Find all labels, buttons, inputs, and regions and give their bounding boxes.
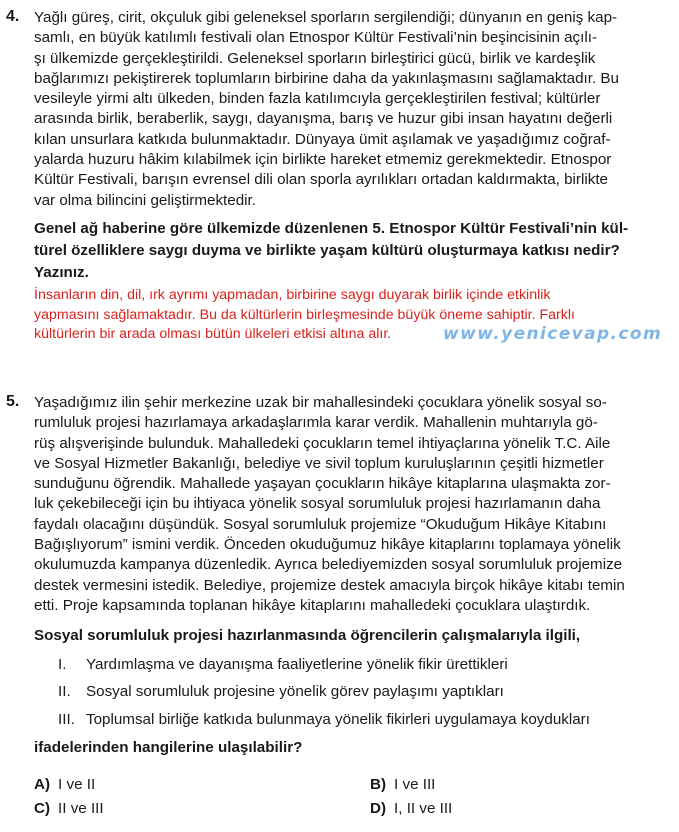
question-4-passage: [34, 8, 670, 211]
passage-line: yalarda huzuru hâkim kılabilmek için birlikte hareket etmemiz gerekmektedir. Etnospor: [34, 151, 612, 169]
watermark-logo: www.yenicevap.com: [443, 324, 663, 344]
passage-line: Kültür Festivali, barışın evrensel dili olan sporla ayrılıkları ortadan kaldırmakta, birlikte: [34, 171, 608, 189]
passage-line: ve Sosyal Hizmetler Bakanlığı, belediye ve sivil toplum kuruluşlarının çeşitli hizmetler: [34, 454, 604, 472]
passage-line: luk çekebileceği için bu ihtiyaca yönelik sosyal sorumluluk projesi hazırlamanın daha: [34, 495, 601, 513]
question-5-number: 5.: [6, 393, 20, 410]
passage-line: Yaşadığımız ilin şehir merkezine uzak bir mahallesindeki çocuklara yönelik sosyal so-: [34, 394, 607, 411]
option-letter: D): [370, 800, 387, 817]
passage-line: Yağlı güreş, cirit, okçuluk gibi geleneksel sporların sergilendiği; dünyanın en geniş kap-: [34, 9, 618, 26]
statement-3: [58, 711, 590, 728]
question-4-number: 4.: [6, 8, 20, 25]
statement-roman: III.: [58, 711, 75, 728]
statement-text: Toplumsal birliğe katkıda bulunmaya yönelik fikirleri uygulamaya koydukları: [86, 711, 590, 728]
answer-line: kültürlerin bir arada olması bütün ülkeleri etkisi altına alır.: [34, 326, 392, 343]
option-text: I, II ve III: [394, 800, 453, 817]
prompt-line: Yazınız.: [34, 264, 89, 281]
passage-line: destek vermesini istedik. Belediye, projemize destek amacıyla birçok hikâye kitabı temin: [34, 576, 625, 594]
option-text: II ve III: [58, 800, 104, 817]
prompt-line: türel özelliklere saygı duyma ve birlikte yaşam kültürü oluşturmaya katkısı nedir?: [34, 242, 620, 259]
passage-line: var olma bilincini geliştirmektedir.: [34, 191, 256, 209]
question-5-stem: Sosyal sorumluluk projesi hazırlanmasında öğrencilerin çalışmalarıyla ilgili,: [34, 627, 581, 644]
passage-line: vesileyle yirmi altı ülkeden, binden fazla katılımcıyla gerçekleştirilen festival; kültürler: [34, 90, 601, 108]
statement-roman: II.: [58, 683, 71, 700]
passage-line: rüş alışverişinde bulunduk. Mahalledeki çocukların temel ihtiyaçlarına yönelik T.C. Aile: [34, 434, 611, 452]
passage-line: sunduğunu öğrendik. Mahallede yaşayan çocukların hikâye kitaplarına ulaşmakta zor-: [34, 475, 611, 493]
option-text: I ve II: [58, 776, 96, 793]
statement-1: [58, 656, 508, 673]
question-5-prompt: ifadelerinden hangilerine ulaşılabilir?: [34, 739, 303, 756]
statement-text: Yardımlaşma ve dayanışma faaliyetlerine yönelik fikir ürettikleri: [86, 656, 508, 673]
answer-line: İnsanların din, dil, ırk ayrımı yapmadan, birbirine saygı duyarak birlik içinde etkinlik: [34, 287, 551, 303]
option-d[interactable]: [370, 800, 452, 817]
option-letter: C): [34, 800, 51, 817]
passage-line: etti. Proje kapsamında toplanan hikâye kitaplarını mahalledeki çocuklara ulaştırdık.: [34, 596, 591, 614]
option-letter: A): [34, 776, 51, 793]
answer-line: yapmasını sağlamaktadır. Bu da kültürlerin birleşmesinde büyük öneme sahiptir. Farklı: [34, 306, 575, 323]
passage-line: Bağışlıyorum” ismini verdik. Önceden okuduğumuz hikâye kitaplarını toplamaya yönelik: [34, 536, 621, 554]
passage-line: okulumuzda kampanya düzenledik. Ayrıca belediyemizden sosyal sorumluluk projemize: [34, 556, 623, 574]
option-text: I ve III: [394, 776, 436, 793]
passage-line: bağlarımızı pekiştirerek toplumların birbirine daha da yakınlaşmasını sağlamaktadır. Bu: [34, 69, 619, 87]
passage-line: faydalı olacağını düşündük. Sosyal sorumluluk projemize “Okuduğum Hikâye Kitabını: [34, 515, 607, 533]
passage-line: arasında birlik, beraberlik, saygı, dayanışma, barış ve huzur gibi insan hayatını değerli: [34, 110, 613, 128]
prompt-line: Genel ağ haberine göre ülkemizde düzenlenen 5. Etnospor Kültür Festivali’nin kül-: [34, 220, 629, 237]
passage-line: şı ülkemizde gerçekleştirildi. Geleneksel sporların birleştirici gücü, birlik ve kardeşlik: [34, 49, 596, 67]
option-letter: B): [370, 776, 387, 793]
statement-roman: I.: [58, 656, 67, 673]
question-4-prompt: [34, 218, 670, 284]
question-5-passage: [34, 393, 670, 616]
statement-text: Sosyal sorumluluk projesine yönelik görev paylaşımı yaptıkları: [86, 683, 504, 700]
passage-line: rumluluk projesi hazırlamaya arkadaşlarımla karar verdik. Mahallenin muhtarıyla gö-: [34, 414, 598, 432]
statement-2: [58, 683, 504, 700]
option-b[interactable]: [370, 776, 435, 793]
passage-line: kılan unsurlara katkıda bulunmaktadır. Dünyaya ümit aşılamak ve yaşadığımız coğraf-: [34, 130, 611, 148]
option-c[interactable]: [34, 800, 104, 817]
option-a[interactable]: [34, 776, 95, 793]
passage-line: samlı, en büyük katılımlı festivali olan Etnospor Kültür Festivali’nin beşincisinin açılı-: [34, 29, 598, 47]
